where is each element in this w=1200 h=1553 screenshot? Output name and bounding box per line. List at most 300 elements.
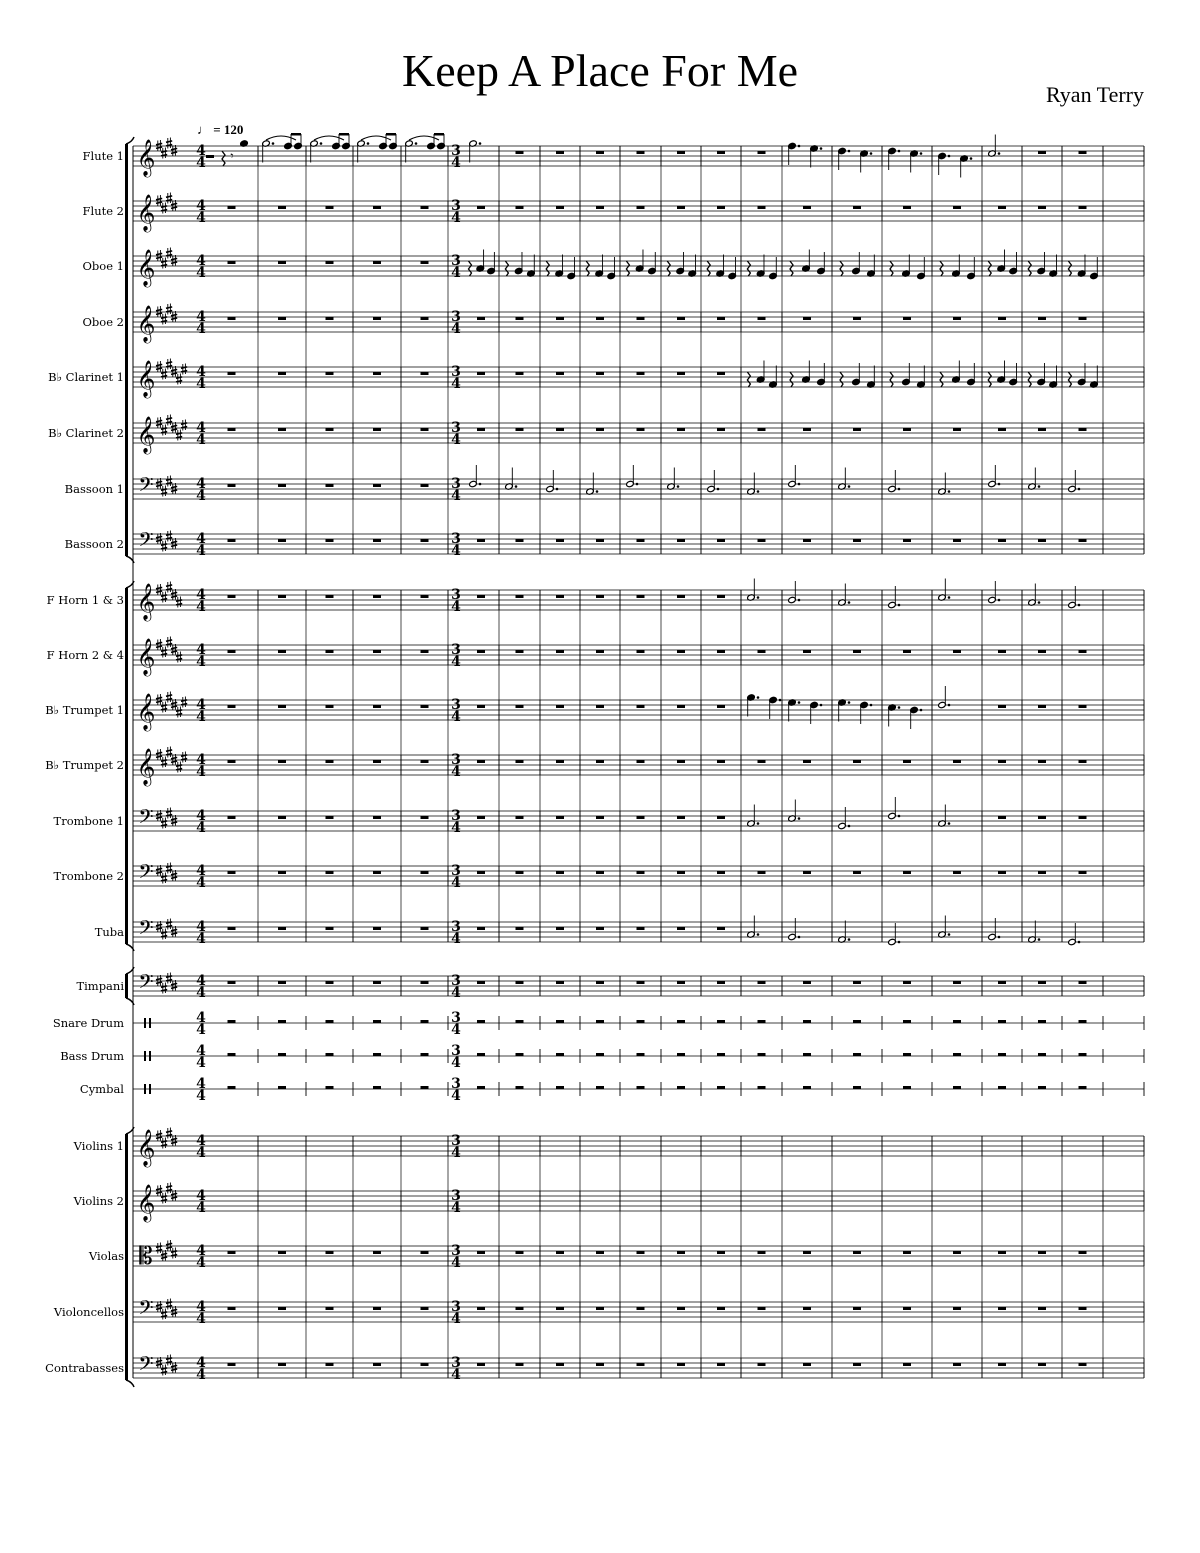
whole-rest-icon bbox=[477, 705, 485, 708]
sharp-accidental-icon bbox=[171, 1306, 177, 1317]
whole-rest-icon bbox=[278, 1363, 286, 1366]
whole-rest-icon bbox=[998, 317, 1006, 320]
time-signature-numerator: 4 bbox=[196, 253, 206, 269]
sharp-accidental-icon bbox=[161, 929, 167, 940]
whole-rest-icon bbox=[1079, 1307, 1087, 1310]
sharp-accidental-icon bbox=[156, 1185, 162, 1196]
whole-rest-icon bbox=[228, 372, 236, 375]
whole-rest-icon bbox=[278, 816, 286, 819]
whole-rest-icon bbox=[803, 1053, 811, 1056]
whole-rest-icon bbox=[717, 595, 725, 598]
score-title: Keep A Place For Me bbox=[401, 45, 799, 96]
sharp-accidental-icon bbox=[166, 863, 172, 874]
time-signature-numerator: 3 bbox=[451, 309, 461, 325]
whole-rest-icon bbox=[903, 1307, 911, 1310]
whole-rest-icon bbox=[998, 1251, 1006, 1254]
augmentation-dot bbox=[479, 483, 482, 486]
whole-rest-icon bbox=[953, 1363, 961, 1366]
treble-clef-icon: 𝄞 bbox=[136, 692, 156, 730]
whole-rest-icon bbox=[278, 1053, 286, 1056]
whole-rest-icon bbox=[1038, 650, 1046, 653]
whole-rest-icon bbox=[717, 981, 725, 984]
whole-rest-icon bbox=[853, 428, 861, 431]
quarter-rest-icon bbox=[940, 261, 943, 276]
sharp-accidental-icon bbox=[166, 637, 172, 648]
whole-rest-icon bbox=[421, 484, 429, 487]
augmentation-dot bbox=[920, 709, 923, 712]
whole-rest-icon bbox=[637, 927, 645, 930]
augmentation-dot bbox=[320, 142, 323, 145]
sharp-accidental-icon bbox=[166, 138, 172, 149]
note-beam bbox=[339, 133, 349, 136]
whole-rest-icon bbox=[373, 705, 381, 708]
quarter-rest-icon bbox=[940, 372, 943, 387]
whole-rest-icon bbox=[1079, 206, 1087, 209]
sharp-accidental-icon bbox=[161, 1193, 167, 1204]
sharp-accidental-icon bbox=[161, 647, 167, 658]
time-signature-denominator: 4 bbox=[196, 155, 206, 171]
whole-rest-icon bbox=[998, 1053, 1006, 1056]
whole-rest-icon bbox=[596, 428, 604, 431]
whole-rest-icon bbox=[596, 1251, 604, 1254]
whole-rest-icon bbox=[516, 595, 524, 598]
whole-rest-icon bbox=[421, 927, 429, 930]
time-signature-numerator: 4 bbox=[196, 309, 206, 325]
augmentation-dot bbox=[757, 696, 760, 699]
whole-rest-icon bbox=[556, 1307, 564, 1310]
whole-rest-icon bbox=[373, 428, 381, 431]
augmentation-dot bbox=[870, 152, 873, 155]
whole-rest-icon bbox=[1038, 981, 1046, 984]
whole-rest-icon bbox=[758, 151, 766, 154]
sharp-accidental-icon bbox=[156, 865, 162, 876]
time-signature-denominator: 4 bbox=[451, 764, 461, 780]
whole-rest-icon bbox=[1038, 1053, 1046, 1056]
tie-curve bbox=[266, 136, 296, 140]
sharp-accidental-icon bbox=[156, 140, 162, 151]
whole-rest-icon bbox=[1079, 1053, 1087, 1056]
augmentation-dot bbox=[898, 604, 901, 607]
whole-rest-icon bbox=[953, 317, 961, 320]
whole-rest-icon bbox=[853, 539, 861, 542]
time-signature-numerator: 3 bbox=[451, 1043, 461, 1059]
sharp-accidental-icon bbox=[156, 694, 162, 705]
instrument-label: B♭ Clarinet 2 bbox=[48, 426, 124, 440]
whole-rest-icon bbox=[477, 1363, 485, 1366]
augmentation-dot bbox=[848, 601, 851, 604]
whole-rest-icon bbox=[953, 1053, 961, 1056]
sharp-accidental-icon bbox=[166, 582, 172, 593]
system-bracket bbox=[126, 1380, 134, 1387]
instrument-label: Bassoon 2 bbox=[64, 537, 124, 551]
whole-rest-icon bbox=[717, 428, 725, 431]
whole-rest-icon bbox=[677, 1086, 685, 1089]
whole-rest-icon bbox=[228, 927, 236, 930]
whole-rest-icon bbox=[516, 1251, 524, 1254]
sharp-accidental-icon bbox=[171, 538, 177, 549]
whole-rest-icon bbox=[1038, 1307, 1046, 1310]
whole-rest-icon bbox=[1038, 428, 1046, 431]
whole-rest-icon bbox=[373, 650, 381, 653]
whole-rest-icon bbox=[758, 206, 766, 209]
quarter-rest-icon bbox=[840, 261, 843, 276]
whole-rest-icon bbox=[596, 816, 604, 819]
bass-clef-icon: 𝄢 bbox=[138, 473, 154, 501]
instrument-label: Violas bbox=[88, 1249, 124, 1263]
system-bracket bbox=[125, 144, 128, 556]
whole-rest-icon bbox=[717, 151, 725, 154]
whole-rest-icon bbox=[998, 871, 1006, 874]
whole-rest-icon bbox=[1038, 1251, 1046, 1254]
whole-rest-icon bbox=[556, 539, 564, 542]
sharp-accidental-icon bbox=[171, 699, 177, 710]
quarter-rest-icon bbox=[790, 372, 793, 387]
sharp-accidental-icon bbox=[166, 692, 172, 703]
augmentation-dot bbox=[948, 822, 951, 825]
instrument-label: F Horn 1 & 3 bbox=[46, 593, 124, 607]
whole-rest-icon bbox=[516, 1363, 524, 1366]
whole-rest-icon bbox=[421, 539, 429, 542]
sharp-accidental-icon bbox=[156, 975, 162, 986]
whole-rest-icon bbox=[477, 1020, 485, 1023]
whole-rest-icon bbox=[477, 428, 485, 431]
whole-rest-icon bbox=[326, 1363, 334, 1366]
sharp-accidental-icon bbox=[161, 1138, 167, 1149]
time-signature-numerator: 4 bbox=[196, 476, 206, 492]
augmentation-dot bbox=[1078, 604, 1081, 607]
whole-rest-icon bbox=[477, 650, 485, 653]
time-signature-denominator: 4 bbox=[196, 1145, 206, 1161]
quarter-rest-icon bbox=[222, 151, 225, 166]
time-signature-denominator: 4 bbox=[451, 543, 461, 559]
whole-rest-icon bbox=[998, 1086, 1006, 1089]
augmentation-dot bbox=[798, 599, 801, 602]
whole-rest-icon bbox=[596, 317, 604, 320]
time-signature-denominator: 4 bbox=[451, 432, 461, 448]
treble-clef-icon: 𝄞 bbox=[136, 1128, 156, 1166]
whole-rest-icon bbox=[278, 539, 286, 542]
whole-rest-icon bbox=[758, 760, 766, 763]
whole-rest-icon bbox=[477, 1086, 485, 1089]
sharp-accidental-icon bbox=[161, 425, 167, 436]
time-signature-numerator: 3 bbox=[451, 364, 461, 380]
whole-rest-icon bbox=[637, 760, 645, 763]
whole-rest-icon bbox=[421, 760, 429, 763]
whole-rest-icon bbox=[998, 760, 1006, 763]
sharp-accidental-icon bbox=[156, 533, 162, 544]
sharp-accidental-icon bbox=[171, 754, 177, 765]
sharp-accidental-icon bbox=[156, 1243, 162, 1254]
whole-rest-icon bbox=[717, 927, 725, 930]
sharp-accidental-icon bbox=[171, 1190, 177, 1201]
whole-rest-icon bbox=[853, 760, 861, 763]
whole-rest-icon bbox=[326, 816, 334, 819]
eighth-rest-icon: 𝄾 bbox=[230, 149, 234, 163]
whole-rest-icon bbox=[1079, 871, 1087, 874]
whole-rest-icon bbox=[278, 1020, 286, 1023]
whole-rest-icon bbox=[326, 539, 334, 542]
whole-rest-icon bbox=[421, 1020, 429, 1023]
whole-rest-icon bbox=[278, 650, 286, 653]
sharp-accidental-icon bbox=[176, 597, 182, 608]
quarter-rest-icon bbox=[586, 261, 589, 276]
whole-rest-icon bbox=[953, 206, 961, 209]
sharp-accidental-icon bbox=[161, 818, 167, 829]
bass-clef-icon: 𝄢 bbox=[138, 970, 154, 998]
whole-rest-icon bbox=[803, 1086, 811, 1089]
whole-rest-icon bbox=[556, 871, 564, 874]
time-signature-denominator: 4 bbox=[196, 432, 206, 448]
whole-rest-icon bbox=[421, 1053, 429, 1056]
whole-rest-icon bbox=[278, 317, 286, 320]
sharp-accidental-icon bbox=[161, 1309, 167, 1320]
whole-rest-icon bbox=[373, 206, 381, 209]
augmentation-dot bbox=[798, 483, 801, 486]
whole-rest-icon bbox=[1038, 151, 1046, 154]
quarter-rest-icon bbox=[988, 372, 991, 387]
quarter-rest-icon bbox=[1068, 372, 1071, 387]
time-signature-denominator: 4 bbox=[196, 543, 206, 559]
whole-rest-icon bbox=[477, 981, 485, 984]
time-signature-denominator: 4 bbox=[451, 599, 461, 615]
whole-rest-icon bbox=[326, 927, 334, 930]
augmentation-dot bbox=[970, 157, 973, 160]
instrument-label: F Horn 2 & 4 bbox=[46, 648, 124, 662]
sharp-accidental-icon bbox=[161, 873, 167, 884]
time-signature-numerator: 4 bbox=[196, 1188, 206, 1204]
augmentation-dot bbox=[415, 142, 418, 145]
sharp-accidental-icon bbox=[156, 749, 162, 760]
sharp-accidental-icon bbox=[156, 584, 162, 595]
whole-rest-icon bbox=[278, 705, 286, 708]
whole-rest-icon bbox=[1079, 705, 1087, 708]
whole-rest-icon bbox=[853, 871, 861, 874]
instrument-label: Trombone 2 bbox=[53, 869, 124, 883]
whole-rest-icon bbox=[373, 1363, 381, 1366]
whole-rest-icon bbox=[228, 760, 236, 763]
whole-rest-icon bbox=[637, 428, 645, 431]
whole-rest-icon bbox=[477, 1251, 485, 1254]
whole-rest-icon bbox=[758, 428, 766, 431]
bass-clef-icon: 𝄢 bbox=[138, 1296, 154, 1324]
whole-rest-icon bbox=[717, 317, 725, 320]
time-signature-numerator: 4 bbox=[196, 1076, 206, 1092]
sharp-accidental-icon bbox=[156, 478, 162, 489]
augmentation-dot bbox=[998, 936, 1001, 939]
whole-rest-icon bbox=[278, 1307, 286, 1310]
whole-rest-icon bbox=[758, 1086, 766, 1089]
augmentation-dot bbox=[820, 147, 823, 150]
augmentation-dot bbox=[677, 485, 680, 488]
augmentation-dot bbox=[636, 483, 639, 486]
time-signature-numerator: 4 bbox=[196, 587, 206, 603]
whole-rest-icon bbox=[373, 1251, 381, 1254]
time-signature-numerator: 4 bbox=[196, 531, 206, 547]
whole-rest-icon bbox=[717, 1020, 725, 1023]
whole-rest-icon bbox=[803, 981, 811, 984]
whole-rest-icon bbox=[953, 1020, 961, 1023]
time-signature-denominator: 4 bbox=[196, 1367, 206, 1383]
whole-rest-icon bbox=[516, 981, 524, 984]
whole-rest-icon bbox=[1079, 1086, 1087, 1089]
whole-rest-icon bbox=[677, 428, 685, 431]
whole-rest-icon bbox=[903, 1363, 911, 1366]
whole-rest-icon bbox=[556, 317, 564, 320]
whole-rest-icon bbox=[421, 1086, 429, 1089]
augmentation-dot bbox=[870, 704, 873, 707]
whole-rest-icon bbox=[278, 981, 286, 984]
instrument-label: Tuba bbox=[94, 925, 124, 939]
augmentation-dot bbox=[898, 706, 901, 709]
whole-rest-icon bbox=[596, 595, 604, 598]
treble-clef-icon: 𝄞 bbox=[136, 138, 156, 176]
whole-rest-icon bbox=[373, 317, 381, 320]
whole-rest-icon bbox=[803, 1363, 811, 1366]
whole-rest-icon bbox=[998, 428, 1006, 431]
instrument-label: Oboe 1 bbox=[82, 259, 124, 273]
sharp-accidental-icon bbox=[166, 1299, 172, 1310]
whole-rest-icon bbox=[717, 372, 725, 375]
augmentation-dot bbox=[367, 142, 370, 145]
time-signature-numerator: 4 bbox=[196, 919, 206, 935]
whole-rest-icon bbox=[853, 317, 861, 320]
time-signature-numerator: 4 bbox=[196, 420, 206, 436]
whole-rest-icon bbox=[516, 760, 524, 763]
instrument-label: Violoncellos bbox=[53, 1305, 124, 1319]
time-signature-numerator: 3 bbox=[451, 1010, 461, 1026]
whole-rest-icon bbox=[373, 595, 381, 598]
whole-rest-icon bbox=[596, 981, 604, 984]
augmentation-dot bbox=[515, 485, 518, 488]
whole-rest-icon bbox=[278, 927, 286, 930]
whole-rest-icon bbox=[677, 151, 685, 154]
augmentation-dot bbox=[596, 490, 599, 493]
whole-rest-icon bbox=[1038, 1086, 1046, 1089]
time-signature-numerator: 3 bbox=[451, 973, 461, 989]
time-signature-denominator: 4 bbox=[196, 764, 206, 780]
augmentation-dot bbox=[779, 699, 782, 702]
whole-rest-icon bbox=[758, 1307, 766, 1310]
whole-rest-icon bbox=[998, 1020, 1006, 1023]
time-signature-denominator: 4 bbox=[451, 488, 461, 504]
whole-rest-icon bbox=[596, 1307, 604, 1310]
time-signature-denominator: 4 bbox=[451, 1311, 461, 1327]
treble-clef-icon: 𝄞 bbox=[136, 193, 156, 231]
time-signature-denominator: 4 bbox=[196, 1311, 206, 1327]
quarter-rest-icon bbox=[1028, 261, 1031, 276]
time-signature-denominator: 4 bbox=[451, 155, 461, 171]
time-signature-denominator: 4 bbox=[451, 1022, 461, 1038]
instrument-label: B♭ Trumpet 2 bbox=[45, 758, 124, 772]
time-signature-numerator: 3 bbox=[451, 420, 461, 436]
sharp-accidental-icon bbox=[166, 808, 172, 819]
whole-rest-icon bbox=[596, 650, 604, 653]
time-signature-numerator: 3 bbox=[451, 1355, 461, 1371]
time-signature-denominator: 4 bbox=[451, 1367, 461, 1383]
instrument-label: Trombone 1 bbox=[53, 814, 124, 828]
bass-clef-icon: 𝄢 bbox=[138, 528, 154, 556]
whole-rest-icon bbox=[677, 871, 685, 874]
augmentation-dot bbox=[998, 599, 1001, 602]
augmentation-dot bbox=[920, 152, 923, 155]
time-signature-denominator: 4 bbox=[451, 321, 461, 337]
sharp-accidental-icon bbox=[156, 361, 162, 372]
whole-rest-icon bbox=[556, 927, 564, 930]
whole-rest-icon bbox=[326, 871, 334, 874]
whole-rest-icon bbox=[556, 1363, 564, 1366]
time-signature-numerator: 4 bbox=[196, 1043, 206, 1059]
time-signature-denominator: 4 bbox=[451, 820, 461, 836]
whole-rest-icon bbox=[717, 871, 725, 874]
whole-rest-icon bbox=[953, 760, 961, 763]
whole-rest-icon bbox=[326, 705, 334, 708]
tempo-value: = 120 bbox=[213, 122, 244, 137]
system-bracket bbox=[125, 974, 128, 998]
whole-rest-icon bbox=[421, 595, 429, 598]
whole-rest-icon bbox=[717, 1086, 725, 1089]
augmentation-dot bbox=[717, 488, 720, 491]
alto-clef-icon: 𝄡 bbox=[139, 1242, 153, 1270]
augmentation-dot bbox=[556, 488, 559, 491]
whole-rest-icon bbox=[717, 1363, 725, 1366]
whole-rest-icon bbox=[373, 981, 381, 984]
whole-rest-icon bbox=[903, 317, 911, 320]
time-signature-denominator: 4 bbox=[196, 488, 206, 504]
whole-rest-icon bbox=[421, 871, 429, 874]
whole-rest-icon bbox=[1038, 1363, 1046, 1366]
time-signature-numerator: 3 bbox=[451, 198, 461, 214]
whole-rest-icon bbox=[228, 1363, 236, 1366]
sharp-accidental-icon bbox=[171, 200, 177, 211]
whole-rest-icon bbox=[278, 206, 286, 209]
time-signature-denominator: 4 bbox=[196, 1200, 206, 1216]
sharp-accidental-icon bbox=[171, 980, 177, 991]
sharp-accidental-icon bbox=[156, 1130, 162, 1141]
augmentation-dot bbox=[757, 596, 760, 599]
quarter-rest-icon bbox=[546, 261, 549, 276]
whole-rest-icon bbox=[421, 1363, 429, 1366]
time-signature-numerator: 4 bbox=[196, 808, 206, 824]
whole-rest-icon bbox=[556, 1020, 564, 1023]
whole-rest-icon bbox=[421, 261, 429, 264]
sharp-accidental-icon bbox=[171, 311, 177, 322]
whole-rest-icon bbox=[326, 1251, 334, 1254]
whole-rest-icon bbox=[373, 1020, 381, 1023]
sharp-accidental-icon bbox=[161, 702, 167, 713]
quarter-rest-icon bbox=[505, 261, 508, 276]
percussion-clef-icon bbox=[144, 1018, 146, 1028]
whole-rest-icon bbox=[278, 595, 286, 598]
whole-rest-icon bbox=[637, 650, 645, 653]
whole-rest-icon bbox=[477, 206, 485, 209]
sharp-accidental-icon bbox=[176, 430, 182, 441]
augmentation-dot bbox=[948, 596, 951, 599]
whole-rest-icon bbox=[903, 206, 911, 209]
whole-rest-icon bbox=[556, 816, 564, 819]
whole-rest-icon bbox=[1079, 1020, 1087, 1023]
bass-clef-icon: 𝄢 bbox=[138, 916, 154, 944]
treble-clef-icon: 𝄞 bbox=[136, 415, 156, 453]
whole-rest-icon bbox=[421, 816, 429, 819]
whole-rest-icon bbox=[1079, 317, 1087, 320]
quarter-rest-icon bbox=[626, 261, 629, 276]
whole-rest-icon bbox=[556, 428, 564, 431]
whole-rest-icon bbox=[421, 206, 429, 209]
time-signature-denominator: 4 bbox=[451, 1055, 461, 1071]
bass-clef-icon: 𝄢 bbox=[138, 1352, 154, 1380]
whole-rest-icon bbox=[373, 539, 381, 542]
whole-rest-icon bbox=[637, 1307, 645, 1310]
